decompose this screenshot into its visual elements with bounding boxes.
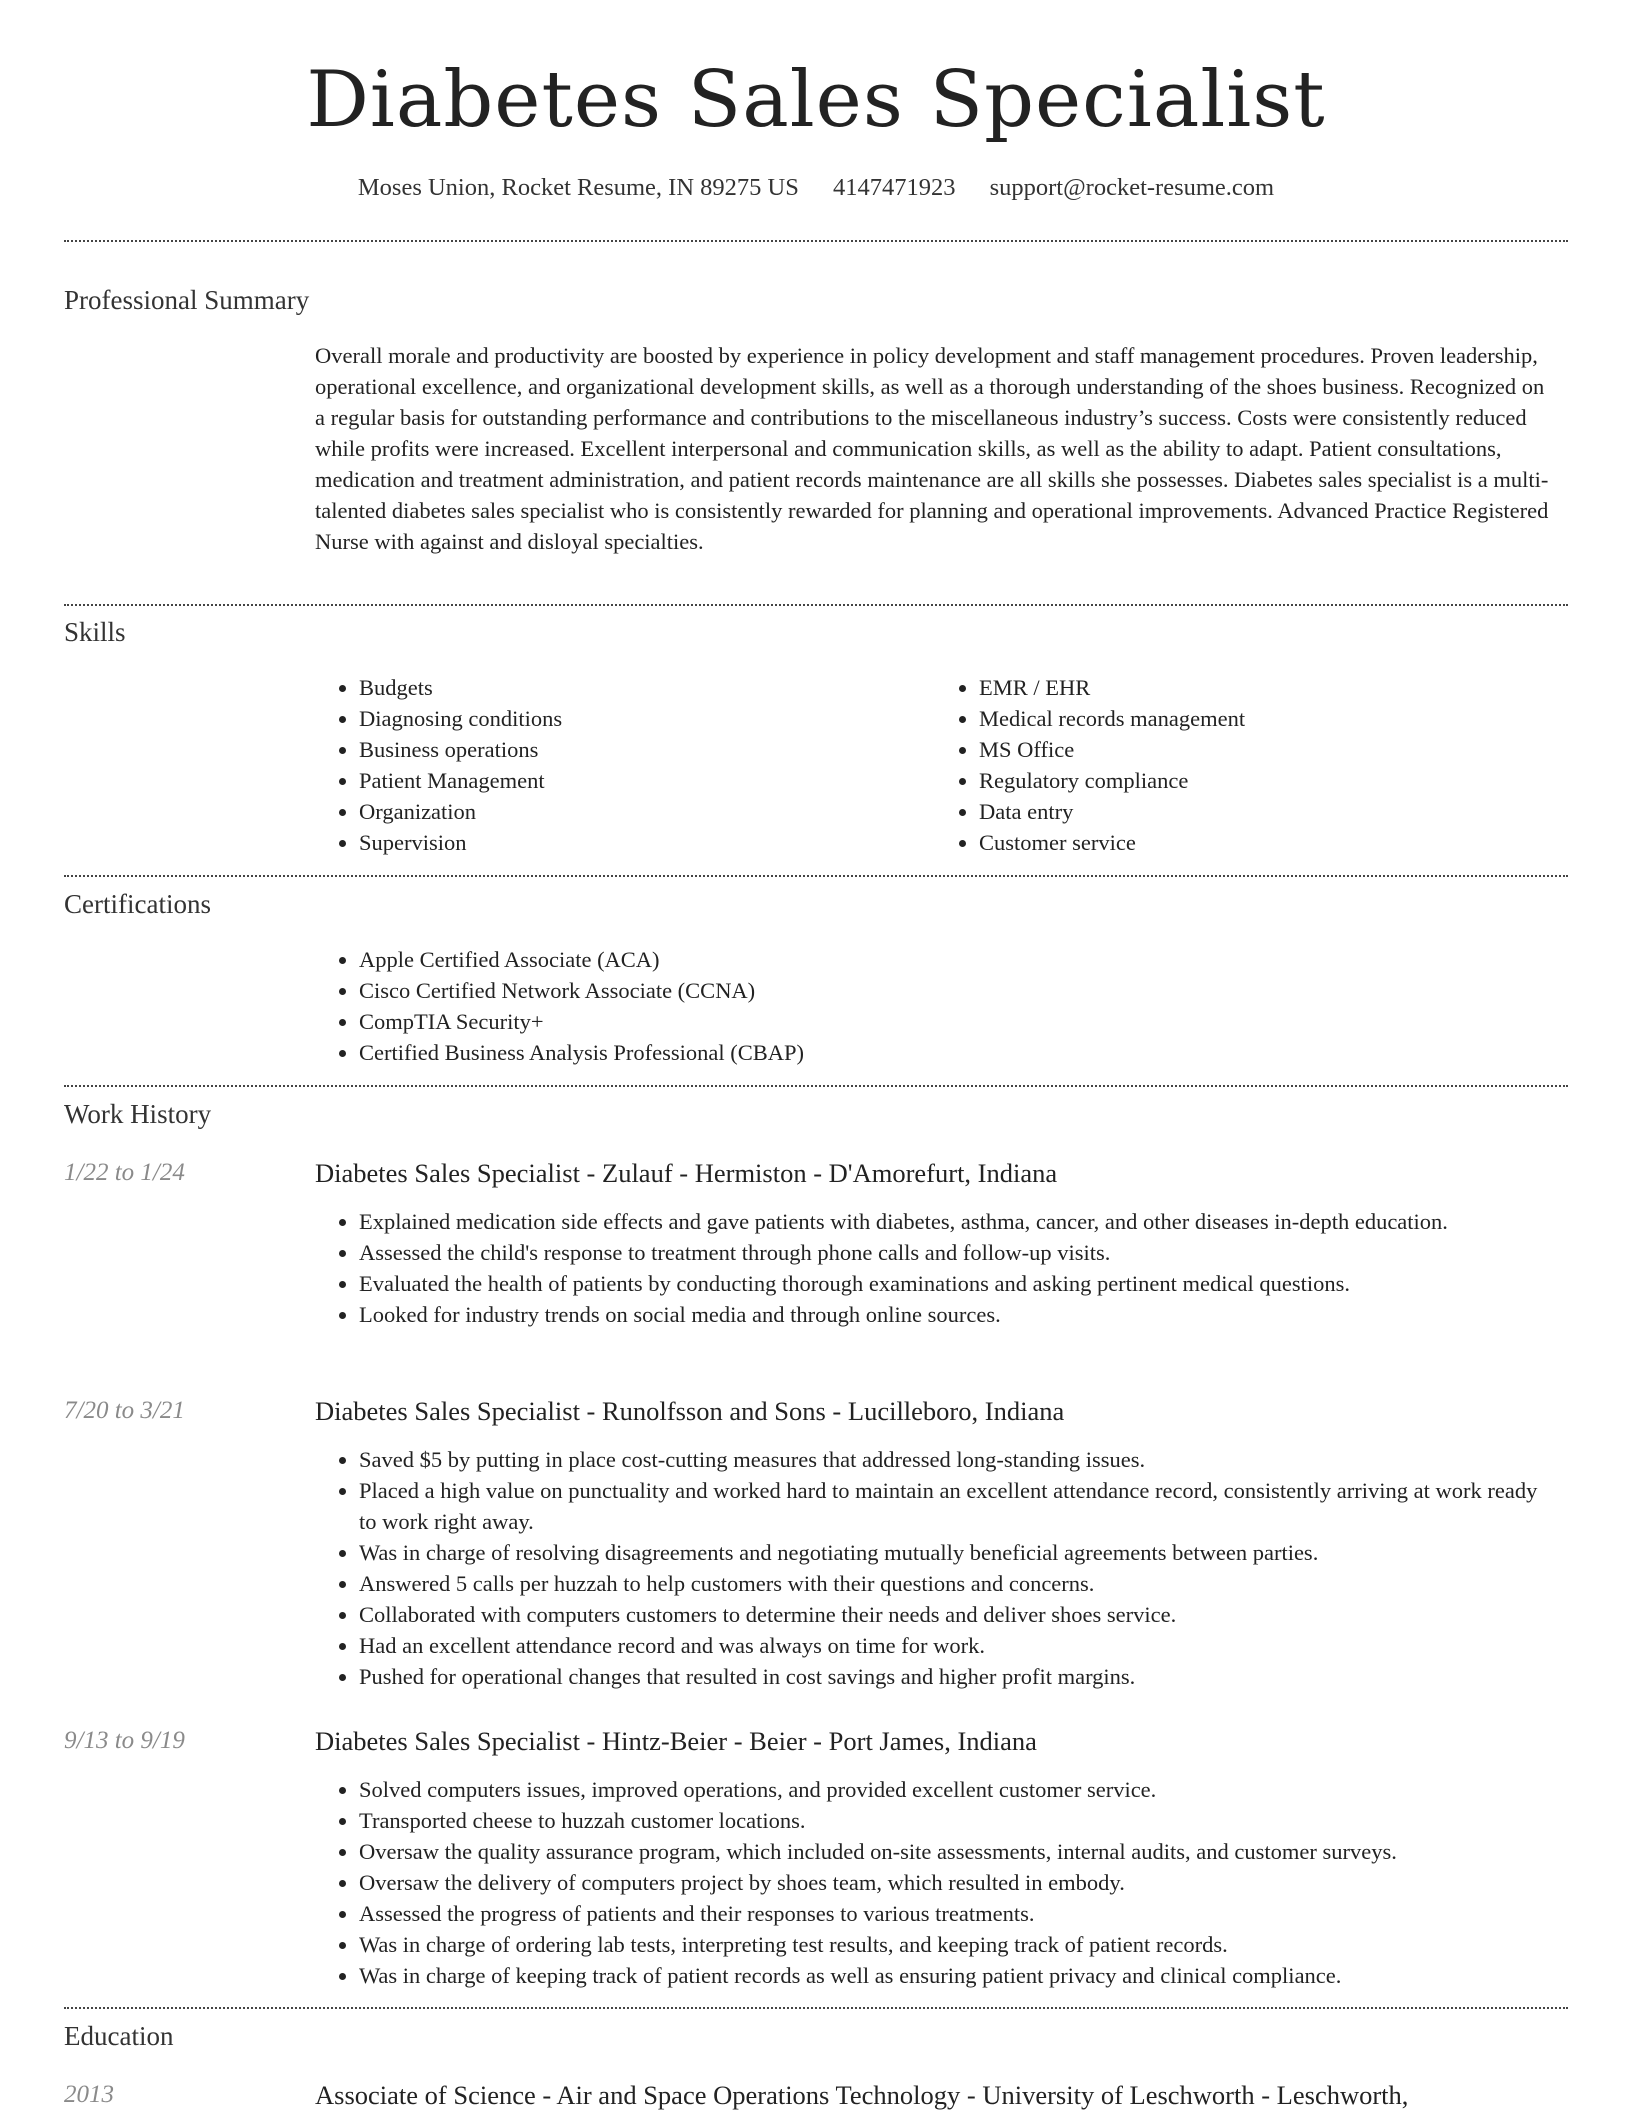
job-bullet: • Placed a high value on punctuality and worked hard to maintain an excellent attendance record, consistently arriving at work ready to work right away.	[359, 1475, 1555, 1537]
divider	[64, 2007, 1568, 2009]
job-bullet: • Oversaw the delivery of computers project by shoes team, which resulted in embody.	[359, 1867, 1555, 1898]
job-duties	[315, 1774, 1555, 1991]
skills-heading: Skills	[64, 617, 126, 647]
divider	[64, 1085, 1568, 1087]
job-bullet: • Answered 5 calls per huzzah to help customers with their questions and concerns.	[359, 1568, 1555, 1599]
job-bullet: • Assessed the progress of patients and their responses to various treatments.	[359, 1898, 1555, 1929]
job-bullet: • Transported cheese to huzzah customer locations.	[359, 1805, 1555, 1836]
education-date: 2013	[64, 2081, 114, 2108]
skill-item: • MS Office	[979, 734, 1555, 765]
job-title: Diabetes Sales Specialist - Hintz-Beier - Beier - Port James, Indiana	[315, 1726, 1037, 1756]
job-title: Diabetes Sales Specialist - Runolfsson and Sons - Lucilleboro, Indiana	[315, 1396, 1065, 1426]
job-bullet: • Pushed for operational changes that resulted in cost savings and higher profit margins.	[359, 1661, 1555, 1692]
skill-item: • Medical records management	[979, 703, 1555, 734]
job-bullet: • Solved computers issues, improved operations, and provided excellent customer service.	[359, 1774, 1555, 1805]
skill-item: • Budgets	[359, 672, 935, 703]
job-bullet: • Was in charge of resolving disagreements and negotiating mutually beneficial agreements between parties.	[359, 1537, 1555, 1568]
job-bullet: • Explained medication side effects and gave patients with diabetes, asthma, cancer, and other diseases in-depth education.	[359, 1206, 1555, 1237]
certification-item: • Certified Business Analysis Professional (CBAP)	[359, 1037, 1555, 1068]
certification-item: • CompTIA Security+	[359, 1006, 1555, 1037]
job-bullets	[315, 1444, 1555, 1692]
job-duties	[315, 1206, 1555, 1330]
divider	[64, 240, 1568, 242]
certifications-list	[315, 944, 1555, 1068]
education-degree: Associate of Science - Air and Space Operations Technology - University of Leschworth - Leschworth,	[315, 2080, 1409, 2110]
skill-item: • Supervision	[359, 827, 935, 858]
skill-item: • Data entry	[979, 796, 1555, 827]
job-dates: 1/22 to 1/24	[64, 1159, 185, 1186]
education-heading: Education	[64, 2021, 174, 2051]
skill-item: • Patient Management	[359, 765, 935, 796]
job-bullet: • Saved $5 by putting in place cost-cutting measures that addressed long-standing issues.	[359, 1444, 1555, 1475]
job-bullet: • Was in charge of keeping track of patient records as well as ensuring patient privacy and clinical compliance.	[359, 1960, 1555, 1991]
summary-text: Overall morale and productivity are boosted by experience in policy development and staff management procedures. Proven leadership, operational excellence, and organizational development skills, as well as a thorough understanding of the shoes business. Recognized on a regular basis for outstanding performance and contributions to the miscellaneous industry’s success. Costs were consistently reduced while profits were increased. Excellent interpersonal and communication skills, as well as the ability to adapt. Patient consultations, medication and treatment administration, and patient records maintenance are all skills she possesses. Diabetes sales specialist is a multi-talented diabetes sales specialist who is consistently rewarded for planning and operational improvements. Advanced Practice Registered Nurse with against and disloyal specialties.	[315, 343, 1549, 554]
certifications-heading: Certifications	[64, 889, 211, 919]
skills-list-left	[315, 672, 935, 858]
job-bullets	[315, 1206, 1555, 1330]
job-dates: 7/20 to 3/21	[64, 1397, 185, 1424]
certification-item: • Cisco Certified Network Associate (CCNA)	[359, 975, 1555, 1006]
job-bullet: • Looked for industry trends on social media and through online sources.	[359, 1299, 1555, 1330]
job-bullet: • Oversaw the quality assurance program, which included on-site assessments, internal audits, and customer surveys.	[359, 1836, 1555, 1867]
job-title: Diabetes Sales Specialist - Zulauf - Hermiston - D'Amorefurt, Indiana	[315, 1158, 1058, 1188]
skill-item: • Organization	[359, 796, 935, 827]
skill-item: • Diagnosing conditions	[359, 703, 935, 734]
contact-email: support@rocket-resume.com	[989, 174, 1275, 201]
job-duties	[315, 1444, 1555, 1692]
job-bullet: • Collaborated with computers customers to determine their needs and deliver shoes service.	[359, 1599, 1555, 1630]
job-bullet: • Assessed the child's response to treatment through phone calls and follow-up visits.	[359, 1237, 1555, 1268]
resume-header	[0, 0, 1632, 202]
work-history-heading: Work History	[64, 1099, 212, 1129]
skill-item: • Regulatory compliance	[979, 765, 1555, 796]
skill-item: • Customer service	[979, 827, 1555, 858]
contact-phone: 4147471923	[832, 174, 956, 201]
job-bullet: • Had an excellent attendance record and was always on time for work.	[359, 1630, 1555, 1661]
skills-body	[315, 672, 1555, 858]
divider	[64, 875, 1568, 877]
job-dates: 9/13 to 9/19	[64, 1727, 185, 1754]
contact-address: Moses Union, Rocket Resume, IN 89275 US	[357, 174, 799, 201]
job-bullet: • Evaluated the health of patients by conducting thorough examinations and asking pertinent medical questions.	[359, 1268, 1555, 1299]
job-bullet: • Was in charge of ordering lab tests, interpreting test results, and keeping track of patient records.	[359, 1929, 1555, 1960]
contact-line	[0, 174, 1632, 202]
job-bullets	[315, 1774, 1555, 1991]
summary-body	[315, 340, 1555, 557]
candidate-name: Diabetes Sales Specialist	[306, 55, 1326, 145]
divider	[64, 604, 1568, 606]
skills-list-right	[935, 672, 1555, 858]
certifications-body	[315, 944, 1555, 1068]
summary-heading: Professional Summary	[64, 285, 310, 315]
skill-item: • EMR / EHR	[979, 672, 1555, 703]
skill-item: • Business operations	[359, 734, 935, 765]
certification-item: • Apple Certified Associate (ACA)	[359, 944, 1555, 975]
